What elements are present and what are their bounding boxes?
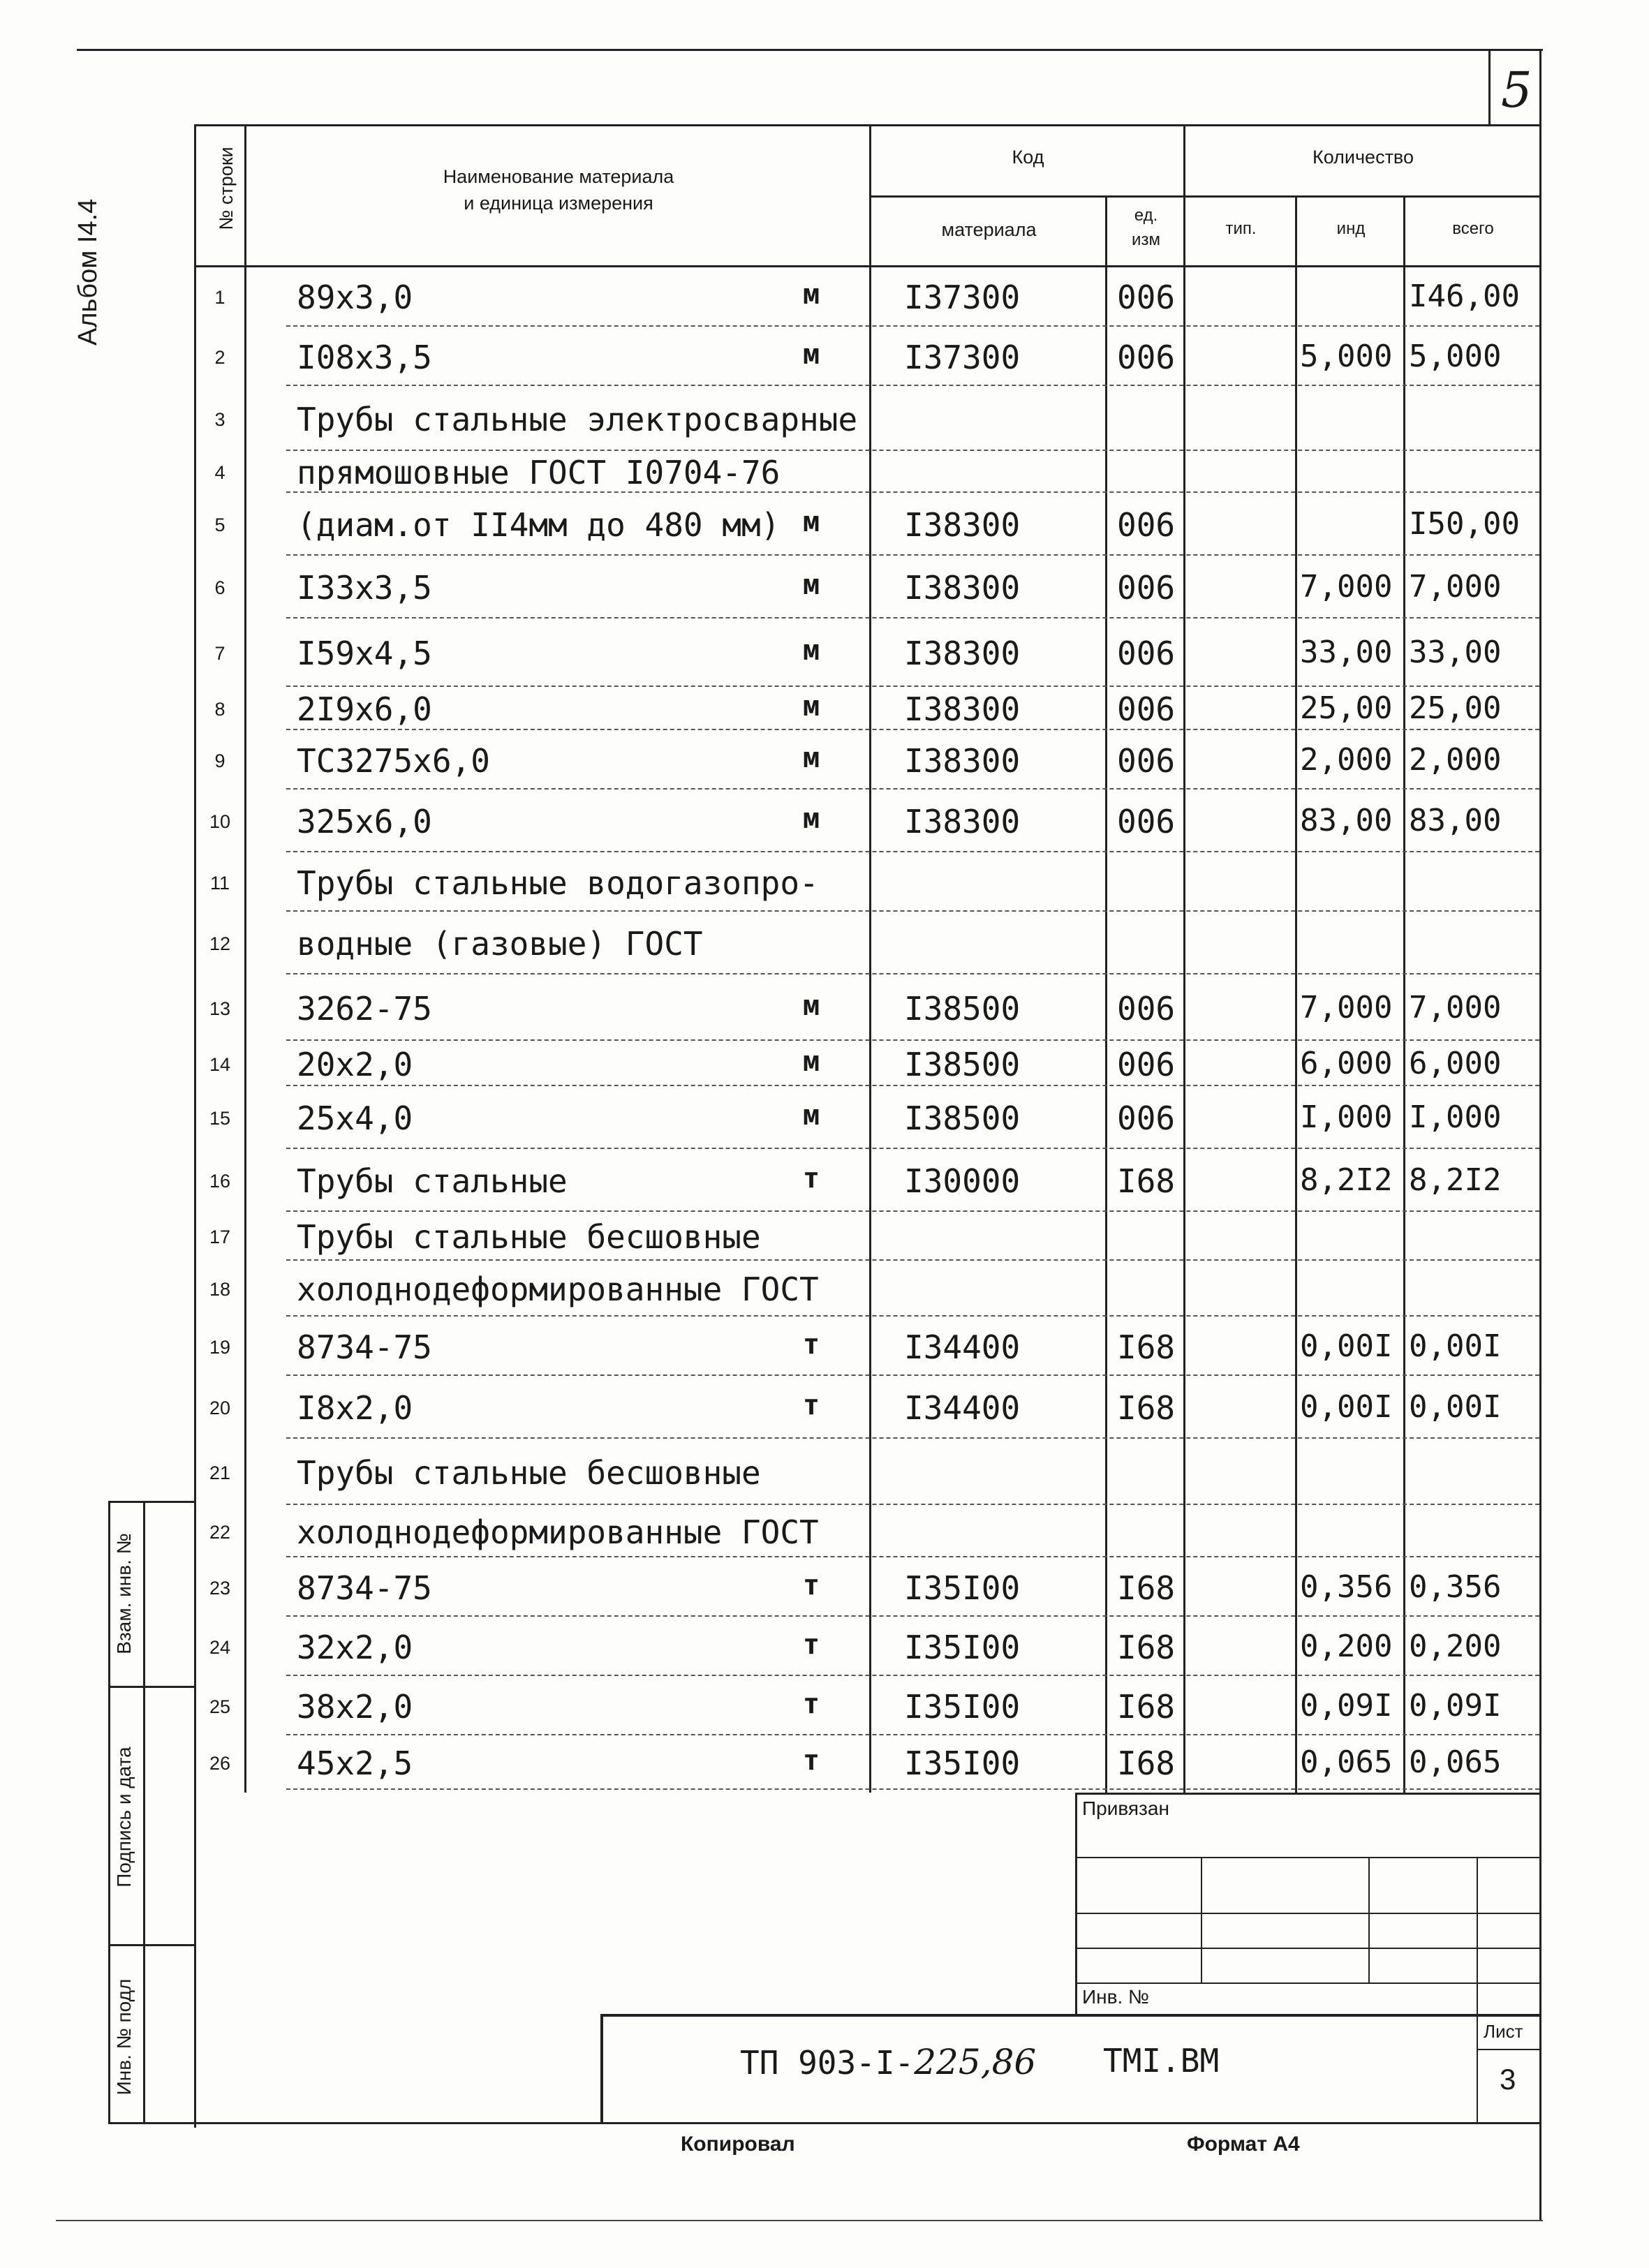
unit-code: 006 [1117,338,1176,376]
table-row [0,733,1541,792]
row-separator [286,450,1539,451]
row-number: 10 [209,811,231,832]
qty-ind: 0,200 [1300,1628,1393,1664]
bottom-border [108,2122,1541,2124]
material-name: (диам.от II4мм до 480 мм) [297,506,781,544]
row-separator [286,385,1539,386]
unit-of-measure: т [803,1628,820,1661]
table-row [0,1319,1541,1379]
table-row [0,496,1541,558]
stamp-row4 [1075,1982,1541,1984]
qty-ind: 7,000 [1300,569,1393,605]
header-bottom [194,265,1541,267]
material-name: водные (газовые) ГОСТ [297,925,703,963]
unit-code: 006 [1117,506,1176,544]
unit-code: I68 [1117,1569,1176,1607]
footer-format: Формат А4 [1187,2133,1300,2156]
row-number: 3 [214,408,225,430]
qty-total: 0,356 [1409,1569,1502,1605]
unit-of-measure: м [803,1099,820,1132]
material-name: Трубы стальные водогазопро- [297,864,819,902]
side-stamp-div1 [108,1686,195,1688]
table-row [0,558,1541,621]
table-row [0,389,1541,454]
unit-of-measure: м [803,635,820,667]
header-total: всего [1452,219,1494,238]
table-row [0,914,1541,977]
row-number: 18 [209,1279,231,1300]
material-name: I08x3,5 [297,338,432,376]
stamp-col2 [1368,1857,1370,1982]
header-unit-1: ед. [1134,206,1158,225]
row-separator [286,1259,1539,1261]
qty-total: 0,09I [1409,1687,1502,1724]
header-name-2: и единица измерения [464,193,653,214]
qty-total: I46,00 [1409,278,1520,314]
material-name: 45x2,5 [297,1744,413,1782]
table-row [0,1560,1541,1620]
qty-ind: I,000 [1300,1099,1393,1135]
row-separator [286,1315,1539,1317]
material-code: I38300 [904,506,1021,544]
material-code: I35I00 [904,1569,1021,1607]
header-unit-2: изм [1132,230,1160,249]
row-separator [286,788,1539,790]
stamp-top [1075,1793,1541,1795]
unit-of-measure: м [803,803,820,835]
row-separator [286,1039,1539,1041]
row-number: 12 [209,933,231,954]
row-separator [286,851,1539,852]
material-code: I30000 [904,1162,1021,1200]
row-number: 25 [209,1696,231,1717]
qty-ind: 6,000 [1300,1045,1393,1081]
unit-of-measure: т [803,1569,820,1601]
header-name-1: Наименование материала [443,166,674,187]
material-name: 38x2,0 [297,1687,413,1726]
unit-code: 006 [1117,1045,1176,1083]
qty-total: 33,00 [1409,635,1502,670]
table-row [0,855,1541,914]
row-separator [286,1085,1539,1086]
unit-code: 006 [1117,1099,1176,1137]
table-row [0,1379,1541,1441]
row-number: 20 [209,1398,231,1418]
material-name: холоднодеформированные ГОСТ [297,1513,819,1551]
stamp-privyazan: Привязан [1082,1798,1169,1819]
material-name: 8734-75 [297,1328,432,1366]
table-row [0,792,1541,855]
material-name: прямошовные ГОСТ I0704-76 [297,454,781,491]
unit-code: 006 [1117,569,1176,607]
unit-of-measure: т [803,1162,820,1194]
doc-mark: ТМI.ВМ [1103,2042,1220,2080]
row-number: 23 [209,1577,231,1599]
qty-total: 5,000 [1409,338,1502,374]
stamp-inv-no: Инв. № [1082,1986,1150,2008]
row-number: 8 [214,699,225,720]
unit-code: 006 [1117,803,1176,840]
table-row [0,1152,1541,1215]
top-border [77,49,1543,51]
row-separator [286,729,1539,730]
table-row [0,1620,1541,1679]
row-number: 15 [209,1108,231,1129]
table-row [0,1508,1541,1560]
material-code: I38300 [904,803,1021,840]
qty-ind: 2,000 [1300,741,1393,778]
table-row [0,1263,1541,1319]
row-number: 13 [209,998,231,1019]
row-separator [286,1148,1539,1149]
bottom-trim-line [56,2220,1543,2221]
table-row [0,690,1541,733]
table-row [0,454,1541,496]
doc-block-left [600,2014,603,2124]
sheet-label: Лист [1484,2021,1523,2042]
doc-code-printed: ТП 903-I- [740,2044,915,2082]
stamp-row1 [1075,1857,1541,1858]
side-label-podpis: Подпись и дата [113,1747,135,1888]
unit-of-measure: м [803,278,820,311]
material-name: I33x3,5 [297,569,432,607]
material-code: I35I00 [904,1687,1021,1726]
unit-code: I68 [1117,1328,1176,1366]
qty-ind: 0,09I [1300,1687,1393,1724]
stamp-col1 [1201,1857,1202,1982]
qty-ind: 7,000 [1300,989,1393,1025]
material-code: I38300 [904,635,1021,672]
unit-of-measure: м [803,741,820,774]
qty-total: 83,00 [1409,803,1502,838]
unit-of-measure: м [803,989,820,1022]
table-row [0,977,1541,1044]
qty-ind: 5,000 [1300,338,1393,374]
material-name: 25x4,0 [297,1099,413,1137]
row-number: 1 [214,286,225,308]
table-row [0,1089,1541,1152]
unit-of-measure: т [803,1389,820,1421]
unit-of-measure: м [803,569,820,601]
row-number: 26 [209,1753,231,1774]
qty-total: 0,200 [1409,1628,1502,1664]
row-number: 24 [209,1636,231,1658]
material-name: 325x6,0 [297,803,432,840]
table-row [0,1679,1541,1738]
sheet-label-line [1477,2049,1541,2050]
material-code: I34400 [904,1328,1021,1366]
table-row [0,1738,1541,1793]
qty-ind: 0,00I [1300,1389,1393,1425]
material-name: 3262-75 [297,989,432,1028]
header-qty: Количество [1312,147,1414,168]
row-separator [286,1734,1539,1735]
unit-code: I68 [1117,1162,1176,1200]
row-number: 7 [214,643,225,664]
material-code: I38300 [904,690,1021,728]
doc-code-handwritten: 225,86 [914,2042,1037,2082]
unit-of-measure: т [803,1744,820,1777]
unit-of-measure: м [803,690,820,722]
row-separator [286,973,1539,974]
row-separator [286,1788,1539,1790]
material-name: 8734-75 [297,1569,432,1607]
material-name: Трубы стальные электросварные [297,400,858,438]
header-code: Код [1012,147,1044,168]
qty-ind: 83,00 [1300,803,1393,838]
qty-total: 7,000 [1409,569,1502,605]
material-code: I38500 [904,1099,1021,1137]
side-stamp-top [108,1501,195,1503]
material-name: Трубы стальные бесшовные [297,1218,761,1256]
sheet-number: 3 [1500,2063,1516,2096]
row-separator [286,1437,1539,1439]
row-separator [286,685,1539,687]
qty-total: I,000 [1409,1099,1502,1135]
side-stamp-div2 [108,1944,195,1946]
material-name: 2I9x6,0 [297,690,432,728]
qty-ind: 25,00 [1300,690,1393,726]
material-code: I37300 [904,338,1021,376]
row-separator [286,1374,1539,1376]
qty-total: 8,2I2 [1409,1162,1502,1198]
row-number: 6 [214,577,225,598]
qty-total: 25,00 [1409,690,1502,726]
material-code: I38500 [904,989,1021,1028]
row-number: 22 [209,1521,231,1543]
unit-of-measure: м [803,338,820,371]
row-number: 16 [209,1171,231,1192]
unit-code: 006 [1117,690,1176,728]
stamp-row2 [1075,1913,1541,1914]
row-number: 5 [214,514,225,535]
footer-copied: Копировал [681,2133,795,2156]
qty-total: 6,000 [1409,1045,1502,1081]
table-top [194,124,1541,126]
table-row [0,621,1541,690]
row-number: 21 [209,1462,231,1483]
album-label: Альбом I4.4 [73,198,103,346]
row-number: 2 [214,346,225,368]
material-name: ТС3275x6,0 [297,741,490,780]
table-row [0,1215,1541,1263]
qty-total: I50,00 [1409,506,1520,542]
side-stamp-inner [143,1501,145,2122]
qty-total: 0,065 [1409,1744,1502,1780]
row-separator [286,1556,1539,1557]
page-number-box-left [1488,49,1491,126]
material-code: I35I00 [904,1628,1021,1666]
table-row [0,269,1541,329]
material-name: холоднодеформированные ГОСТ [297,1270,819,1308]
qty-ind: 33,00 [1300,635,1393,670]
row-number: 17 [209,1226,231,1247]
row-number: 14 [209,1053,231,1075]
material-name: 32x2,0 [297,1628,413,1666]
unit-code: I68 [1117,1687,1176,1726]
row-separator [286,1210,1539,1212]
stamp-col3 [1477,1857,1478,2122]
side-label-vzam: Взам. инв. № [113,1533,135,1654]
material-name: 20x2,0 [297,1045,413,1083]
unit-code: I68 [1117,1744,1176,1782]
material-name: I8x2,0 [297,1389,413,1427]
side-label-inv-podl: Инв. № подл [113,1978,135,2096]
qty-total: 7,000 [1409,989,1502,1025]
material-code: I38500 [904,1045,1021,1083]
unit-code: I68 [1117,1628,1176,1666]
material-name: Трубы стальные бесшовные [297,1453,761,1492]
unit-code: 006 [1117,635,1176,672]
unit-of-measure: м [803,506,820,538]
material-code: I38300 [904,741,1021,780]
table-row [0,1441,1541,1508]
header-ind: инд [1336,219,1366,238]
unit-code: 006 [1117,989,1176,1028]
row-separator [286,1504,1539,1505]
material-code: I38300 [904,569,1021,607]
row-number: 9 [214,750,225,771]
row-number: 4 [214,462,225,483]
row-separator [286,617,1539,618]
page-number: 5 [1501,61,1532,119]
unit-code: I68 [1117,1389,1176,1427]
unit-of-measure: т [803,1328,820,1361]
qty-ind: 0,356 [1300,1569,1393,1605]
table-row [0,1044,1541,1089]
material-code: I34400 [904,1389,1021,1427]
side-stamp-left [108,1501,110,2122]
unit-of-measure: т [803,1687,820,1720]
qty-total: 0,00I [1409,1389,1502,1425]
header-tip: тип. [1225,219,1257,238]
qty-total: 0,00I [1409,1328,1502,1364]
unit-of-measure: м [803,1045,820,1078]
qty-total: 2,000 [1409,741,1502,778]
unit-code: 006 [1117,278,1176,316]
header-row-no: № строки [216,147,237,230]
row-separator [286,491,1539,493]
row-number: 19 [209,1336,231,1358]
doc-code [740,2042,1036,2082]
material-code: I35I00 [904,1744,1021,1782]
stamp-row3 [1075,1948,1541,1949]
material-name: 89x3,0 [297,278,413,316]
doc-block-top [600,2014,1541,2017]
row-separator [286,554,1539,556]
table-row [0,329,1541,389]
qty-ind: 8,2I2 [1300,1162,1393,1198]
row-separator [286,1615,1539,1617]
material-code: I37300 [904,278,1021,316]
header-mid [869,195,1539,198]
unit-code: 006 [1117,741,1176,780]
qty-ind: 0,00I [1300,1328,1393,1364]
row-number: 11 [209,872,230,894]
row-separator [286,325,1539,327]
material-name: I59x4,5 [297,635,432,672]
qty-ind: 0,065 [1300,1744,1393,1780]
header-material: материала [941,219,1037,240]
row-separator [286,1675,1539,1676]
row-separator [286,910,1539,912]
material-name: Трубы стальные [297,1162,568,1200]
